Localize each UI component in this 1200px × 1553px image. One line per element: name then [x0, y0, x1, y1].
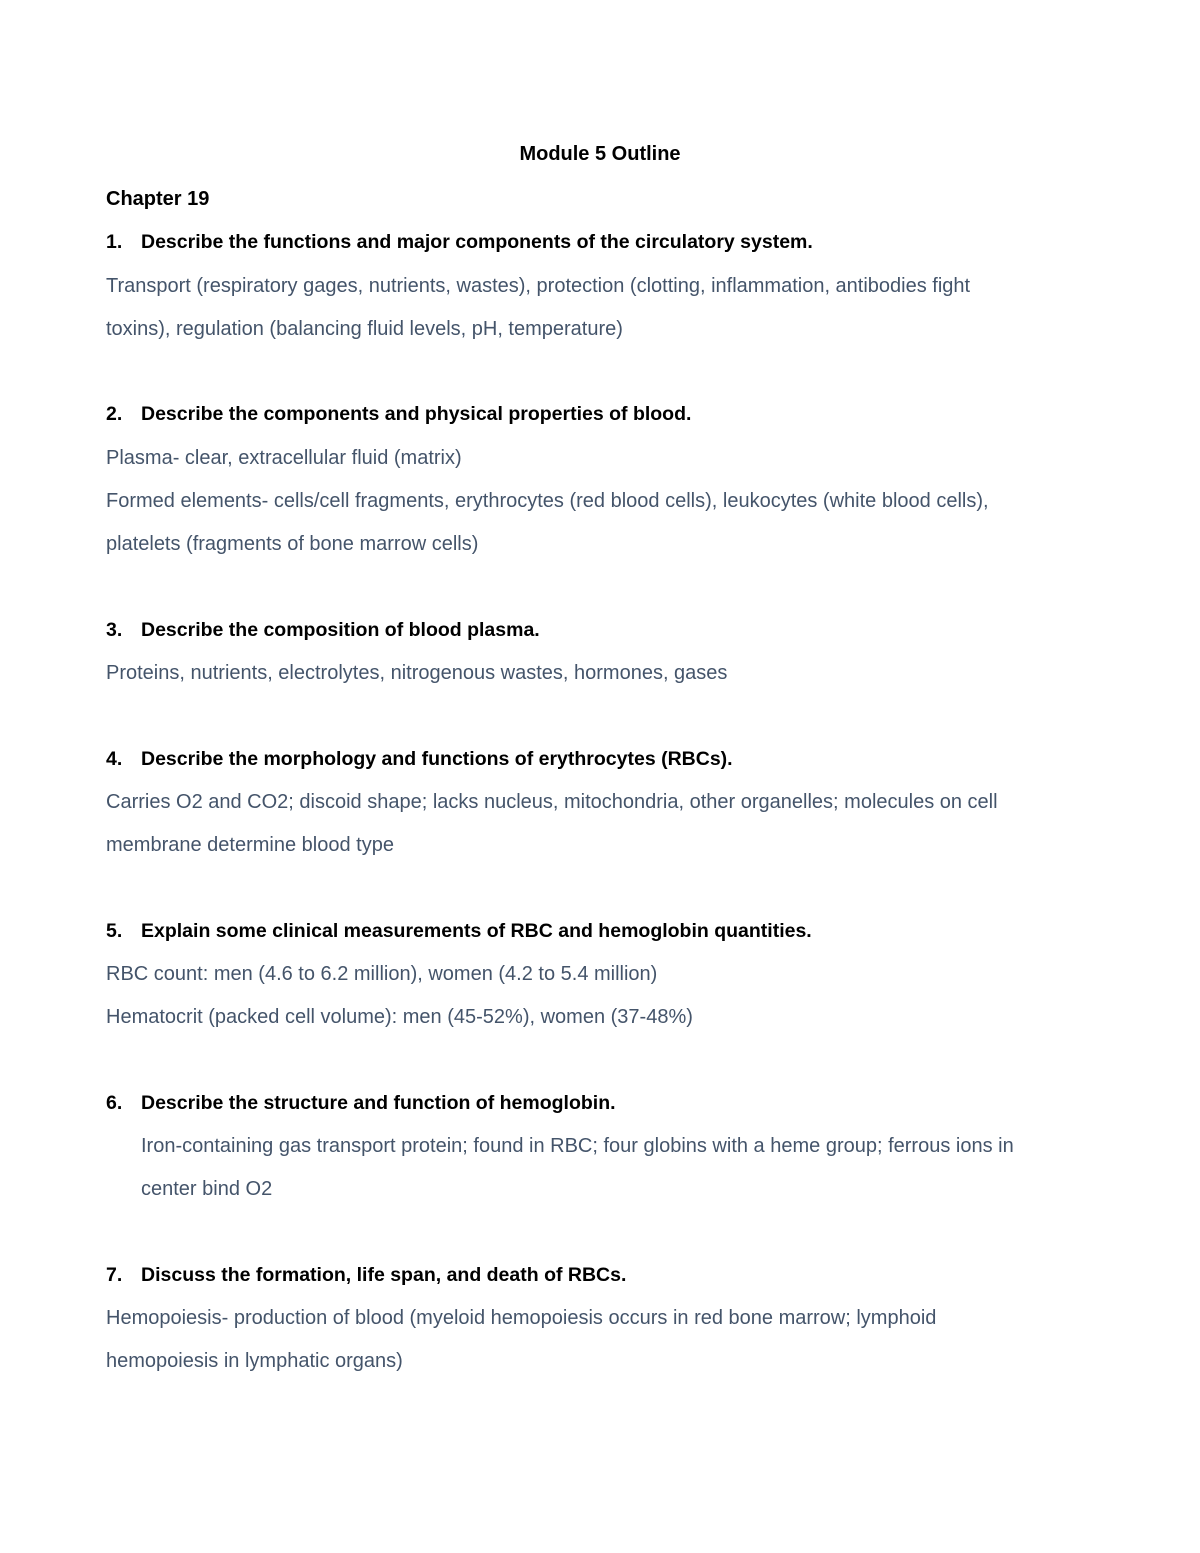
answer-line: Hemopoiesis- production of blood (myeloid hemopoiesis occurs in red bone marrow; lymphoid: [106, 1307, 937, 1329]
question-text: Describe the functions and major components of the circulatory system.: [141, 231, 813, 253]
answer-line: Carries O2 and CO2; discoid shape; lacks nucleus, mitochondria, other organelles; molecules on cell: [106, 791, 998, 813]
answer-line: platelets (fragments of bone marrow cells): [106, 533, 479, 555]
question-number: 7.: [106, 1264, 123, 1286]
question-text: Explain some clinical measurements of RBC and hemoglobin quantities.: [141, 920, 812, 942]
answer-line: RBC count: men (4.6 to 6.2 million), women (4.2 to 5.4 million): [106, 963, 658, 985]
answer-line: Hematocrit (packed cell volume): men (45-52%), women (37-48%): [106, 1006, 693, 1028]
question-text: Discuss the formation, life span, and death of RBCs.: [141, 1264, 627, 1286]
document-title: Module 5 Outline: [519, 143, 681, 165]
answer-line: hemopoiesis in lymphatic organs): [106, 1350, 403, 1372]
question-text: Describe the morphology and functions of erythrocytes (RBCs).: [141, 748, 733, 770]
answer-6: [141, 1125, 1014, 1211]
answer-5: [106, 953, 693, 1039]
question-number: 4.: [106, 748, 123, 770]
answer-line: center bind O2: [141, 1178, 273, 1200]
question-number: 6.: [106, 1092, 123, 1114]
question-number: 5.: [106, 920, 123, 942]
question-6: [106, 1092, 616, 1115]
answer-line: Formed elements- cells/cell fragments, erythrocytes (red blood cells), leukocytes (white blood cells),: [106, 490, 989, 512]
question-number: 3.: [106, 619, 123, 641]
answer-7: [106, 1297, 936, 1383]
answer-line: toxins), regulation (balancing fluid levels, pH, temperature): [106, 318, 623, 340]
answer-line: Plasma- clear, extracellular fluid (matrix): [106, 447, 462, 469]
answer-3: [106, 652, 727, 695]
question-text: Describe the components and physical properties of blood.: [141, 403, 692, 425]
answer-1: [106, 265, 970, 351]
question-4: [106, 748, 733, 771]
question-number: 1.: [106, 231, 123, 253]
answer-line: membrane determine blood type: [106, 834, 394, 856]
chapter-heading: Chapter 19: [106, 188, 210, 210]
question-7: [106, 1264, 626, 1287]
answer-line: Transport (respiratory gages, nutrients, wastes), protection (clotting, inflammation, antibodies fight: [106, 275, 971, 297]
answer-line: Iron-containing gas transport protein; found in RBC; four globins with a heme group; ferrous ions in: [141, 1135, 1014, 1157]
question-number: 2.: [106, 403, 123, 425]
question-5: [106, 920, 812, 943]
answer-2: [106, 437, 989, 566]
question-1: [106, 231, 813, 254]
question-text: Describe the composition of blood plasma.: [141, 619, 540, 641]
answer-line: Proteins, nutrients, electrolytes, nitrogenous wastes, hormones, gases: [106, 662, 728, 684]
question-text: Describe the structure and function of hemoglobin.: [141, 1092, 616, 1114]
question-2: [106, 403, 691, 426]
answer-4: [106, 781, 998, 867]
question-3: [106, 619, 540, 642]
